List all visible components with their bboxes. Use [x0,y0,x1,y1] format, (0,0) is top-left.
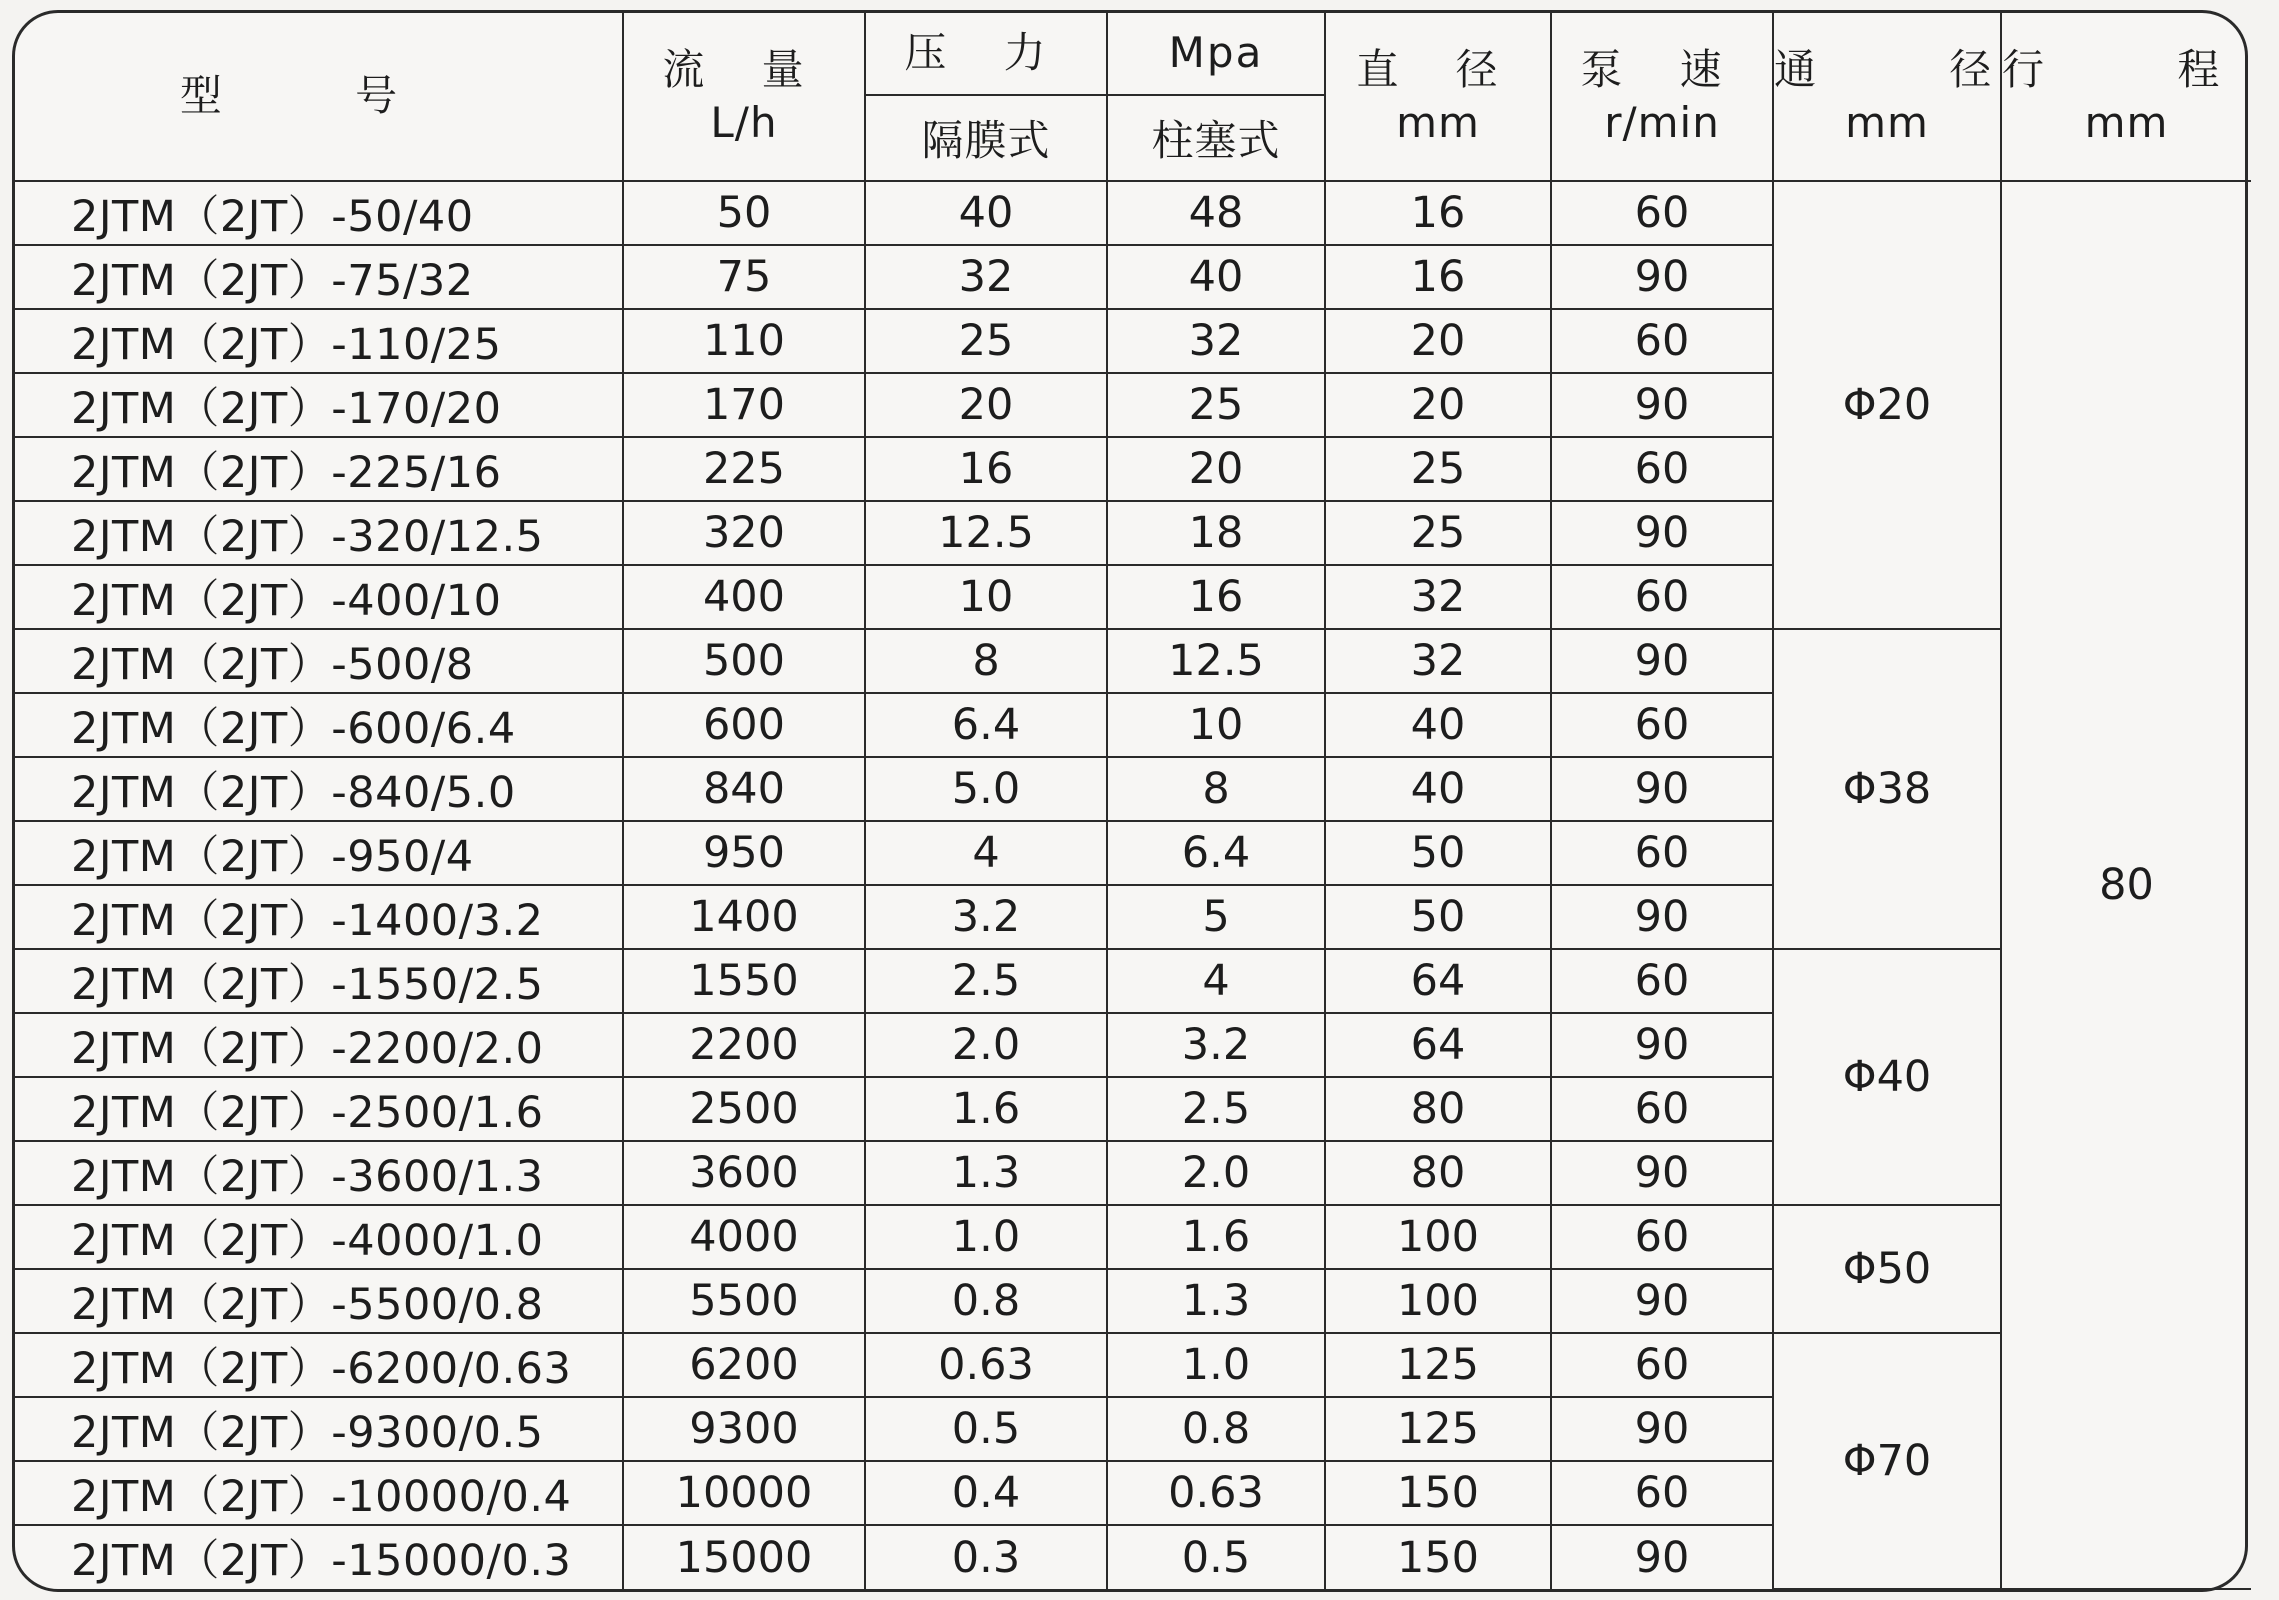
flow-cell: 2500 [623,1077,865,1141]
diaphragm-pressure-cell: 8 [865,629,1107,693]
diaphragm-pressure-cell: 0.5 [865,1397,1107,1461]
model-cell: 2JTM（2JT）-15000/0.3 [15,1525,623,1589]
pump-speed-cell: 60 [1551,821,1773,885]
pump-speed-cell: 90 [1551,1525,1773,1589]
plunger-pressure-cell: 0.8 [1107,1397,1325,1461]
header-diameter-unit: mm [1396,97,1480,147]
diameter-cell: 25 [1325,437,1551,501]
model-cell: 2JTM（2JT）-170/20 [15,373,623,437]
header-speed-label: 泵 速 [1580,45,1744,94]
model-cell: 2JTM（2JT）-320/12.5 [15,501,623,565]
diameter-cell: 150 [1325,1525,1551,1589]
flow-cell: 1550 [623,949,865,1013]
diameter-cell: 20 [1325,373,1551,437]
header-diameter [1325,13,1551,181]
header-bore-label: 通 径 [1774,45,2052,94]
diameter-cell: 40 [1325,693,1551,757]
pump-spec-table [15,13,2279,1590]
model-cell: 2JTM（2JT）-950/4 [15,821,623,885]
plunger-pressure-cell: 40 [1107,245,1325,309]
model-cell: 2JTM（2JT）-2500/1.6 [15,1077,623,1141]
model-cell: 2JTM（2JT）-840/5.0 [15,757,623,821]
header-bore-unit: mm [1845,97,1929,147]
header-plunger [1107,95,1325,181]
plunger-pressure-cell: 20 [1107,437,1325,501]
pump-speed-cell: 90 [1551,501,1773,565]
diameter-cell: 50 [1325,821,1551,885]
diaphragm-pressure-cell: 4 [865,821,1107,885]
header-row-top [15,13,2251,95]
flow-cell: 500 [623,629,865,693]
flow-cell: 5500 [623,1269,865,1333]
model-cell: 2JTM（2JT）-5500/0.8 [15,1269,623,1333]
diaphragm-pressure-cell: 0.4 [865,1461,1107,1525]
header-pressure-label: 压 力 [904,28,1068,78]
plunger-pressure-cell: 1.3 [1107,1269,1325,1333]
plunger-pressure-cell: 1.6 [1107,1205,1325,1269]
diameter-cell: 32 [1325,565,1551,629]
flow-cell: 225 [623,437,865,501]
plunger-pressure-cell: 48 [1107,181,1325,245]
header-pressure-unit: Mpa [1168,28,1264,78]
header-diameter-label: 直 径 [1356,45,1520,94]
pump-speed-cell: 60 [1551,309,1773,373]
diaphragm-pressure-cell: 40 [865,181,1107,245]
plunger-pressure-cell: 6.4 [1107,821,1325,885]
plunger-pressure-cell: 16 [1107,565,1325,629]
flow-cell: 4000 [623,1205,865,1269]
header-plunger-label: 柱塞式 [1151,116,1281,165]
diameter-cell: 40 [1325,757,1551,821]
table-row [15,949,2251,1013]
diaphragm-pressure-cell: 1.6 [865,1077,1107,1141]
plunger-pressure-cell: 25 [1107,373,1325,437]
diaphragm-pressure-cell: 0.8 [865,1269,1107,1333]
flow-cell: 110 [623,309,865,373]
diameter-cell: 64 [1325,949,1551,1013]
flow-cell: 6200 [623,1333,865,1397]
model-cell: 2JTM（2JT）-50/40 [15,181,623,245]
diameter-cell: 125 [1325,1333,1551,1397]
plunger-pressure-cell: 8 [1107,757,1325,821]
flow-cell: 10000 [623,1461,865,1525]
diaphragm-pressure-cell: 32 [865,245,1107,309]
flow-cell: 50 [623,181,865,245]
model-cell: 2JTM（2JT）-6200/0.63 [15,1333,623,1397]
plunger-pressure-cell: 0.63 [1107,1461,1325,1525]
flow-cell: 2200 [623,1013,865,1077]
model-cell: 2JTM（2JT）-2200/2.0 [15,1013,623,1077]
flow-cell: 400 [623,565,865,629]
diameter-cell: 32 [1325,629,1551,693]
flow-cell: 3600 [623,1141,865,1205]
pump-speed-cell: 90 [1551,757,1773,821]
diaphragm-pressure-cell: 0.3 [865,1525,1107,1589]
model-cell: 2JTM（2JT）-110/25 [15,309,623,373]
pump-speed-cell: 90 [1551,885,1773,949]
flow-cell: 1400 [623,885,865,949]
diaphragm-pressure-cell: 1.0 [865,1205,1107,1269]
diameter-cell: 16 [1325,181,1551,245]
plunger-pressure-cell: 2.0 [1107,1141,1325,1205]
diaphragm-pressure-cell: 12.5 [865,501,1107,565]
bore-group-cell: Φ40 [1773,949,2001,1205]
pump-speed-cell: 90 [1551,1397,1773,1461]
model-cell: 2JTM（2JT）-3600/1.3 [15,1141,623,1205]
flow-cell: 15000 [623,1525,865,1589]
flow-cell: 75 [623,245,865,309]
model-cell: 2JTM（2JT）-75/32 [15,245,623,309]
plunger-pressure-cell: 3.2 [1107,1013,1325,1077]
header-model [15,13,623,181]
model-cell: 2JTM（2JT）-1400/3.2 [15,885,623,949]
pump-speed-cell: 60 [1551,181,1773,245]
diameter-cell: 20 [1325,309,1551,373]
flow-cell: 320 [623,501,865,565]
stroke-cell: 80 [2001,181,2251,1589]
pump-speed-cell: 90 [1551,1141,1773,1205]
diaphragm-pressure-cell: 3.2 [865,885,1107,949]
bore-group-cell: Φ50 [1773,1205,2001,1333]
table-row [15,629,2251,693]
diameter-cell: 64 [1325,1013,1551,1077]
plunger-pressure-cell: 18 [1107,501,1325,565]
header-flow-unit: L/h [710,97,778,147]
header-flow-label: 流 量 [662,45,826,94]
pump-speed-cell: 60 [1551,437,1773,501]
header-flow [623,13,865,181]
model-cell: 2JTM（2JT）-600/6.4 [15,693,623,757]
header-speed [1551,13,1773,181]
header-model-label: 型 号 [179,71,458,121]
diaphragm-pressure-cell: 20 [865,373,1107,437]
plunger-pressure-cell: 0.5 [1107,1525,1325,1589]
diaphragm-pressure-cell: 25 [865,309,1107,373]
plunger-pressure-cell: 12.5 [1107,629,1325,693]
header-speed-unit: r/min [1604,97,1720,147]
model-cell: 2JTM（2JT）-400/10 [15,565,623,629]
diaphragm-pressure-cell: 5.0 [865,757,1107,821]
diaphragm-pressure-cell: 16 [865,437,1107,501]
diameter-cell: 50 [1325,885,1551,949]
model-cell: 2JTM（2JT）-9300/0.5 [15,1397,623,1461]
header-pressure [865,13,1107,95]
diameter-cell: 100 [1325,1205,1551,1269]
header-stroke-label: 行 程 [2002,45,2279,94]
header-bore [1773,13,2052,181]
model-cell: 2JTM（2JT）-10000/0.4 [15,1461,623,1525]
plunger-pressure-cell: 4 [1107,949,1325,1013]
diameter-cell: 16 [1325,245,1551,309]
pump-speed-cell: 60 [1551,949,1773,1013]
header-diaphragm-label: 隔膜式 [921,116,1051,165]
diameter-cell: 80 [1325,1077,1551,1141]
plunger-pressure-cell: 1.0 [1107,1333,1325,1397]
pump-speed-cell: 60 [1551,693,1773,757]
header-diaphragm [865,95,1107,181]
diameter-cell: 150 [1325,1461,1551,1525]
header-stroke-unit: mm [2084,97,2169,147]
flow-cell: 9300 [623,1397,865,1461]
pump-speed-cell: 90 [1551,1013,1773,1077]
diaphragm-pressure-cell: 1.3 [865,1141,1107,1205]
model-cell: 2JTM（2JT）-1550/2.5 [15,949,623,1013]
pump-speed-cell: 60 [1551,1205,1773,1269]
plunger-pressure-cell: 32 [1107,309,1325,373]
table-row [15,1205,2251,1269]
plunger-pressure-cell: 2.5 [1107,1077,1325,1141]
pump-speed-cell: 90 [1551,373,1773,437]
bore-group-cell: Φ70 [1773,1333,2001,1589]
table-row [15,181,2251,245]
diaphragm-pressure-cell: 6.4 [865,693,1107,757]
flow-cell: 840 [623,757,865,821]
diaphragm-pressure-cell: 2.5 [865,949,1107,1013]
table-row [15,1333,2251,1397]
diaphragm-pressure-cell: 0.63 [865,1333,1107,1397]
model-cell: 2JTM（2JT）-4000/1.0 [15,1205,623,1269]
pump-speed-cell: 60 [1551,1333,1773,1397]
pump-speed-cell: 90 [1551,1269,1773,1333]
diameter-cell: 125 [1325,1397,1551,1461]
bore-group-cell: Φ38 [1773,629,2001,949]
pump-speed-cell: 60 [1551,1077,1773,1141]
pump-speed-cell: 60 [1551,1461,1773,1525]
spec-table-frame [12,10,2279,1592]
header-stroke [2001,13,2279,181]
flow-cell: 950 [623,821,865,885]
bore-group-cell: Φ20 [1773,181,2001,629]
pump-speed-cell: 60 [1551,565,1773,629]
plunger-pressure-cell: 5 [1107,885,1325,949]
header-pressure-unit-cell [1107,13,1325,95]
pump-speed-cell: 90 [1551,629,1773,693]
model-cell: 2JTM（2JT）-225/16 [15,437,623,501]
plunger-pressure-cell: 10 [1107,693,1325,757]
model-cell: 2JTM（2JT）-500/8 [15,629,623,693]
diaphragm-pressure-cell: 2.0 [865,1013,1107,1077]
diaphragm-pressure-cell: 10 [865,565,1107,629]
pump-speed-cell: 90 [1551,245,1773,309]
diameter-cell: 25 [1325,501,1551,565]
flow-cell: 170 [623,373,865,437]
diameter-cell: 80 [1325,1141,1551,1205]
flow-cell: 600 [623,693,865,757]
diameter-cell: 100 [1325,1269,1551,1333]
